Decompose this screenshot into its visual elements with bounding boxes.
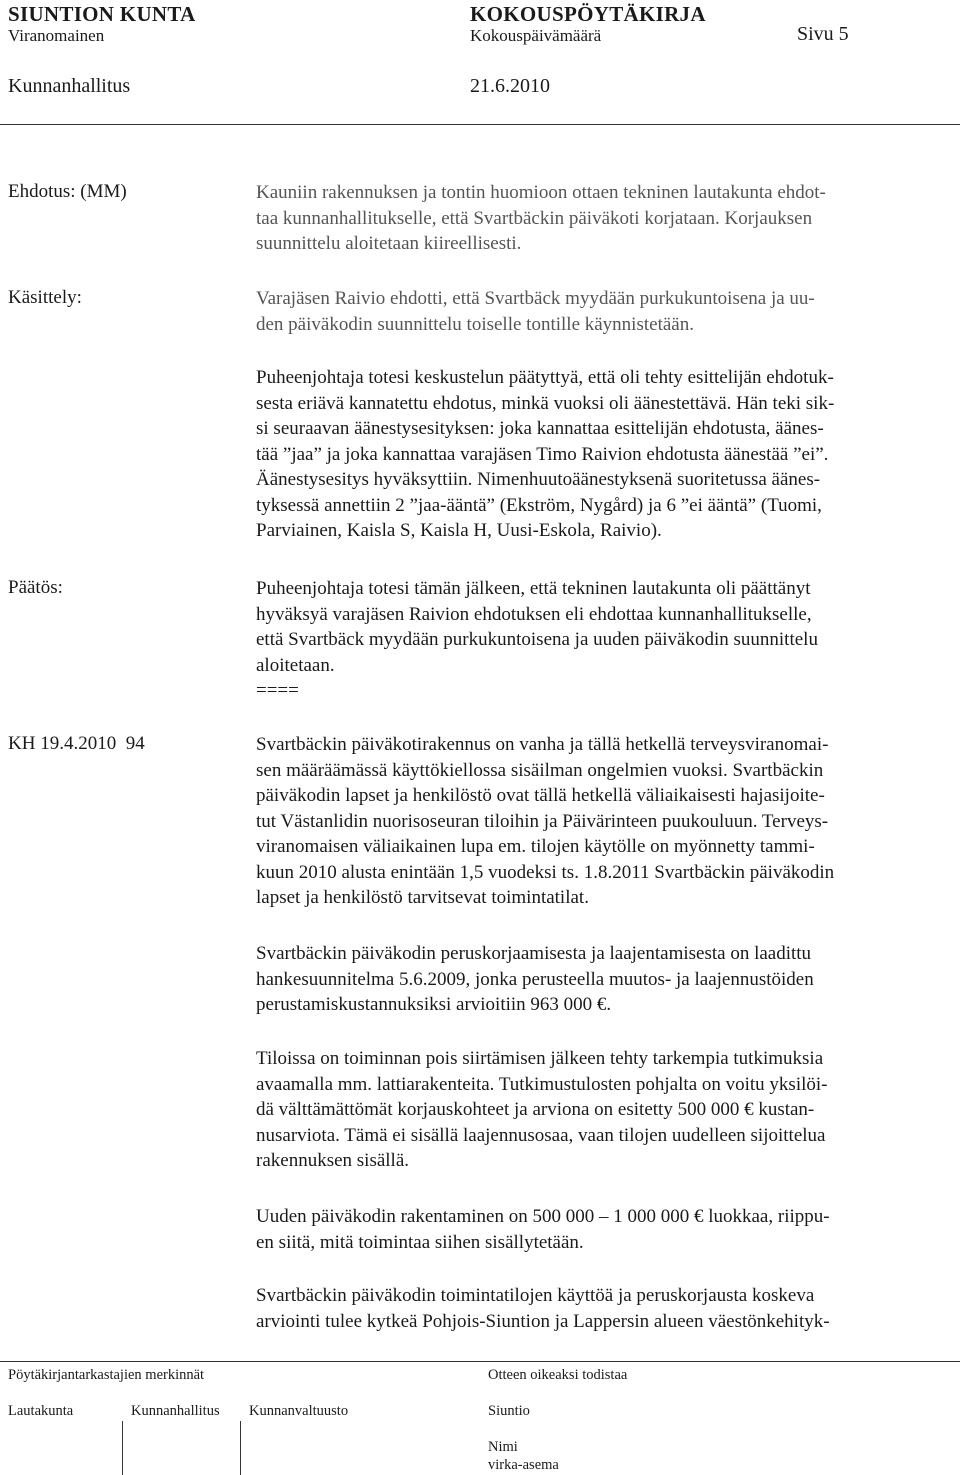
page-number: Sivu 5 [797,23,849,45]
text-line: arviointi tulee kytkeä Pohjois-Siuntion ja Lappersin alueen väestönkehityk- [256,1310,830,1332]
text-line: den päiväkodin suunnittelu toiselle tontille käynnistetään. [256,313,694,335]
text-line: Varajäsen Raivio ehdotti, että Svartbäck myydään purkukuntoisena ja uu- [256,288,815,309]
kh-paragraph-3 [256,1046,951,1174]
text-line: tut Västanlidin nuorisoseuran tiloihin ja Päivärinteen puukouluun. Terveys- [256,810,829,832]
section-label-kasittely: Käsittely: [8,287,82,308]
text-line: rakennuksen sisällä. [256,1150,410,1171]
certifier-title-label: virka-asema [488,1457,559,1473]
text-line: si seuraavan äänestysesityksen: joka kannattaa esittelijän ehdotusta, äänes- [256,418,824,439]
document-type: KOKOUSPÖYTÄKIRJA [470,2,706,26]
certifier-name-label: Nimi [488,1439,518,1455]
authority-label: Viranomainen [8,26,105,45]
footer-column-divider [240,1421,241,1475]
footer-divider [0,1361,960,1362]
text-line: Tiloissa on toiminnan pois siirtämisen jälkeen tehty tarkempia tutkimuksia [256,1048,824,1069]
text-line: en siitä, mitä toimintaa siihen sisällytetään. [256,1231,584,1253]
section-label-paatos: Päätös: [8,577,63,598]
text-line: kuun 2010 alusta enintään 1,5 vuodeksi ts. 1.8.2011 Svartbäckin päiväkodin [256,861,835,883]
checker-column-kunnanvaltuusto: Kunnanvaltuusto [249,1403,349,1419]
text-line: hankesuunnitelma 5.6.2009, jonka perusteella muutos- ja laajennustöiden [256,968,814,990]
text-line: Äänestysesitys hyväksyttiin. Nimenhuutoäänestyksenä suoritetussa äänes- [256,469,821,490]
text-line: avaamalla mm. lattiarakenteita. Tutkimustulosten pohjalta on voitu yksilöi- [256,1073,828,1095]
text-line: tää ”jaa” ja joka kannattaa varajäsen Timo Raivion ehdotusta äänestää ”ei”. [256,443,829,465]
checkers-title: Pöytäkirjantarkastajien merkinnät [8,1367,205,1383]
text-line: dä välttämättömät korjauskohteet ja arviona on esitetty 500 000 € kustan- [256,1099,815,1120]
kh-paragraph-5 [256,1283,951,1334]
footer-column-divider [122,1421,123,1475]
text-line: aloitetaan. [256,654,335,676]
text-line: Kauniin rakennuksen ja tontin huomioon ottaen tekninen lautakunta ehdot- [256,182,826,203]
text-line: nusarviota. Tämä ei sisällä laajennusosaa, vaan tilojen uudelleen sijoittelua [256,1124,826,1146]
text-line: Svartbäckin päiväkodin toimintatilojen käyttöä ja peruskorjausta koskeva [256,1285,815,1306]
text-line: että Svartbäck myydään purkukuntoisena ja uuden päiväkodin suunnittelu [256,629,818,650]
text-line: viranomaisen väliaikainen lupa em. tilojen käytölle on myönnetty tammi- [256,836,815,857]
header-divider [0,124,960,125]
certification-place: Siuntio [488,1403,530,1419]
authority-name: Kunnanhallitus [8,75,131,97]
municipality-name: SIUNTION KUNTA [8,2,196,26]
text-line: Puheenjohtaja totesi tämän jälkeen, että tekninen lautakunta oli päättänyt [256,578,811,599]
text-line: sesta eriävä kannatettu ehdotus, minkä vuoksi oli äänestettävä. Hän teki sik- [256,392,835,414]
certification-title: Otteen oikeaksi todistaa [488,1367,628,1383]
section-label-kh: KH 19.4.2010 94 [8,733,145,754]
proposal-paragraph [256,180,951,257]
meeting-date: 21.6.2010 [470,75,550,97]
checker-column-kunnanhallitus: Kunnanhallitus [131,1403,220,1419]
text-line: hyväksyä varajäsen Raivion ehdotuksen eli ehdottaa kunnanhallitukselle, [256,603,812,625]
handling-paragraph-2 [256,365,951,544]
text-line: Uuden päiväkodin rakentaminen on 500 000 – 1 000 000 € luokkaa, riippu- [256,1206,830,1227]
text-line: Puheenjohtaja totesi keskustelun päätyttyä, että oli tehty esittelijän ehdotuk- [256,367,834,388]
text-line: lapset ja henkilöstö tarvitsevat toimintatilat. [256,887,589,908]
text-line: perustamiskustannuksiksi arvioitiin 963 000 €. [256,994,612,1015]
decision-paragraph [256,576,951,704]
text-line: taa kunnanhallitukselle, että Svartbäckin päiväkoti korjataan. Korjauksen [256,207,813,229]
text-line: päiväkodin lapset ja henkilöstö ovat tällä hetkellä väliaikaisesti hajasijoite- [256,785,825,806]
kh-paragraph-4 [256,1204,951,1255]
text-line: Parviainen, Kaisla S, Kaisla H, Uusi-Eskola, Raivio). [256,520,662,541]
kh-paragraph-1 [256,732,951,911]
text-line: Svartbäckin päiväkodin peruskorjaamisesta ja laajentamisesta on laadittu [256,943,812,964]
separator: ==== [256,680,299,701]
kh-paragraph-2 [256,941,951,1018]
text-line: sen määräämässä käyttökiellossa sisäilman ongelmien vuoksi. Svartbäckin [256,759,824,781]
meeting-date-label: Kokouspäivämäärä [470,26,602,45]
text-line: tyksessä annettiin 2 ”jaa-ääntä” (Ekström, Nygård) ja 6 ”ei ääntä” (Tuomi, [256,494,822,516]
section-label-ehdotus: Ehdotus: (MM) [8,181,127,202]
text-line: suunnittelu aloitetaan kiireellisesti. [256,233,522,254]
text-line: Svartbäckin päiväkotirakennus on vanha ja tällä hetkellä terveysviranomai- [256,734,829,755]
checker-column-lautakunta: Lautakunta [8,1403,74,1419]
handling-paragraph-1 [256,286,951,337]
